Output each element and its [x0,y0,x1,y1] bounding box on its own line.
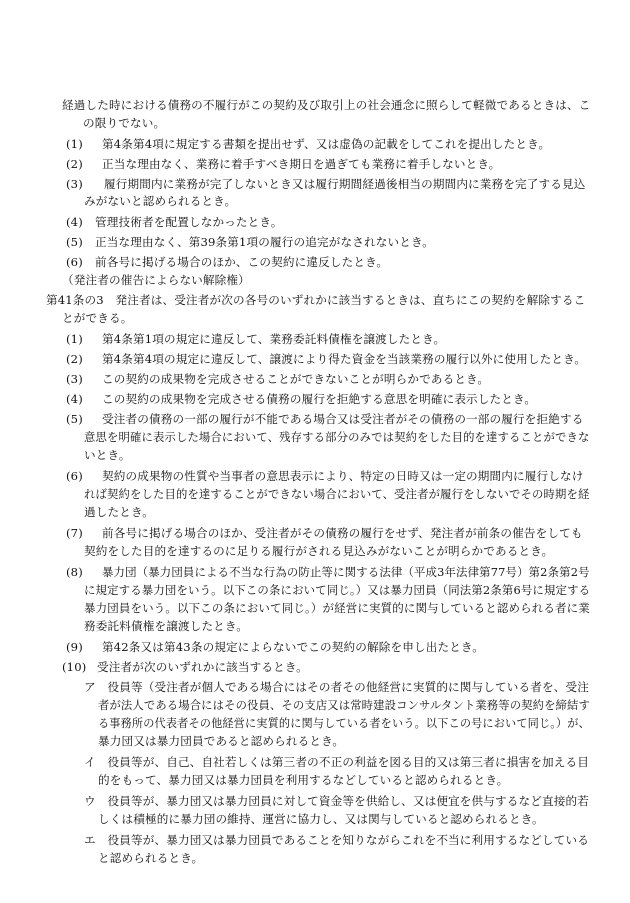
sub-item-text: ウ 役員等が、暴力団又は暴力団員に対して資金等を供給し、又は便宜を供与するなど直接的若 [84,794,589,808]
sub-item-text: イ 役員等が、自己、自社若しくは第三者の不正の利益を図る目的又は第三者に損害を加える目 [84,755,589,769]
sub-item-text: ア 役員等（受注者が個人である場合にはその者その他経営に実質的に関与している者を、受注 [84,680,589,694]
line-text: 暴力団員をいう。以下この条において同じ。）が経営に実質的に関与していると認められる者に業 [84,601,590,615]
item-text: 暴力団（暴力団員による不当な行為の防止等に関する法律（平成3年法律第77号）第2条第2号 [102,565,590,579]
line-text: しくは積極的に暴力団の維持、運営に協力し、又は関与していると認められるとき。 [98,812,544,826]
item-number: (6) [66,255,83,269]
item-text: 受注者が次のいずれかに該当するとき。 [97,660,308,674]
item-text: 契約の成果物の性質や当事者の意思表示により、特定の日時又は一定の期間内に履行しなけ [102,469,584,483]
line-text: 過したとき。 [84,505,154,519]
line-text: 者が法人である場合にはその役員、その支店又は常時建設コンサルタント業務等の契約を締結す [98,698,590,712]
item-number: (10) [62,660,87,674]
item-number: (3) [66,177,83,191]
line-text: れば契約をした目的を達することができない場合において、受注者が履行をしないでその時期を経 [84,487,590,501]
item-text: この契約の成果物を完成させることができないことが明らかであるとき。 [102,372,490,386]
line-text: とができる。 [62,311,133,325]
item-number: (5) [66,235,83,249]
item-number: (8) [66,565,83,579]
line-text: 経過した時における債務の不履行がこの契約及び取引上の社会通念に照らして軽微であるときは、こ [62,98,591,112]
line-text: 務委託料債権を譲渡したとき。 [84,619,248,633]
line-text: 意思を明確に表示した場合において、残存する部分のみでは契約をした目的を達することができな [84,430,590,444]
item-text: 前各号に掲げる場合のほか、この契約に違反したとき。 [95,255,389,269]
line-text: 暴力団又は暴力団員であると認められるとき。 [98,734,345,748]
item-text: 履行期間内に業務が完了しないとき又は履行期間経過後相当の期間内に業務を完了する見込 [104,177,586,191]
item-text: 正当な理由なく、業務に着手すべき期日を過ぎても業務に着手しないとき。 [102,157,501,171]
item-number: (1) [66,137,83,151]
sub-item-text: エ 役員等が、暴力団又は暴力団員であることを知りながらこれを不当に利用するなどしている [84,833,589,847]
item-number: (5) [66,412,83,426]
line-text: 契約をした目的を達するのに足りる履行がされる見込みがないことが明らかであるとき。 [84,544,554,558]
item-number: (9) [66,640,83,654]
line-text: の限りでない。 [83,116,166,130]
item-number: (3) [66,372,83,386]
item-number: (6) [66,469,83,483]
line-text: る事務所の代表者その他経営に実質的に関与している者をいう。以下この号において同じ。）が、 [98,716,590,730]
item-number: (2) [66,157,83,171]
item-text: 受注者の債務の一部の履行が不能である場合又は受注者がその債務の一部の履行を拒絶する [102,412,584,426]
item-number: (7) [66,526,83,540]
item-text: 管理技術者を配置しなかったとき。 [95,215,283,229]
item-number: (4) [66,392,83,406]
item-number: (4) [66,215,83,229]
item-text: この契約の成果物を完成させる債務の履行を拒絶する意思を明確に表示したとき。 [102,392,537,406]
line-text: と認められるとき。 [98,851,204,865]
article-text: 第41条の3 発注者は、受注者が次の各号のいずれかに該当するときは、直ちにこの契約を解除するこ [46,293,586,307]
item-number: (1) [66,332,83,346]
item-text: 第4条第1項の規定に違反して、業務委託料債権を譲渡したとき。 [102,332,446,346]
item-number: (2) [66,352,83,366]
item-text: 第4条第4項の規定に違反して、譲渡により得た資金を当該業務の履行以外に使用したとき。 [102,352,587,366]
item-text: 第42条又は第43条の規定によらないでこの契約の解除を申し出たとき。 [102,640,484,654]
line-text: 的をもって、暴力団又は暴力団員を利用するなどしていると認められるとき。 [98,773,509,787]
item-text: 正当な理由なく、第39条第1項の履行の追完がなされないとき。 [95,235,434,249]
caption-text: （発注者の催告によらない解除権） [62,273,250,287]
item-text: 第4条第4項に規定する書類を提出せず、又は虚偽の記載をしてこれを提出したとき。 [102,137,551,151]
item-text: 前各号に掲げる場合のほか、受注者がその債務の履行をせず、発注者が前条の催告をしても [102,526,583,540]
line-text: みがないと認められるとき。 [84,194,237,208]
line-text: に規定する暴力団をいう。以下この条において同じ。）又は暴力団員（同法第2条第6号に規定する [84,583,591,597]
line-text: いとき。 [84,448,131,462]
